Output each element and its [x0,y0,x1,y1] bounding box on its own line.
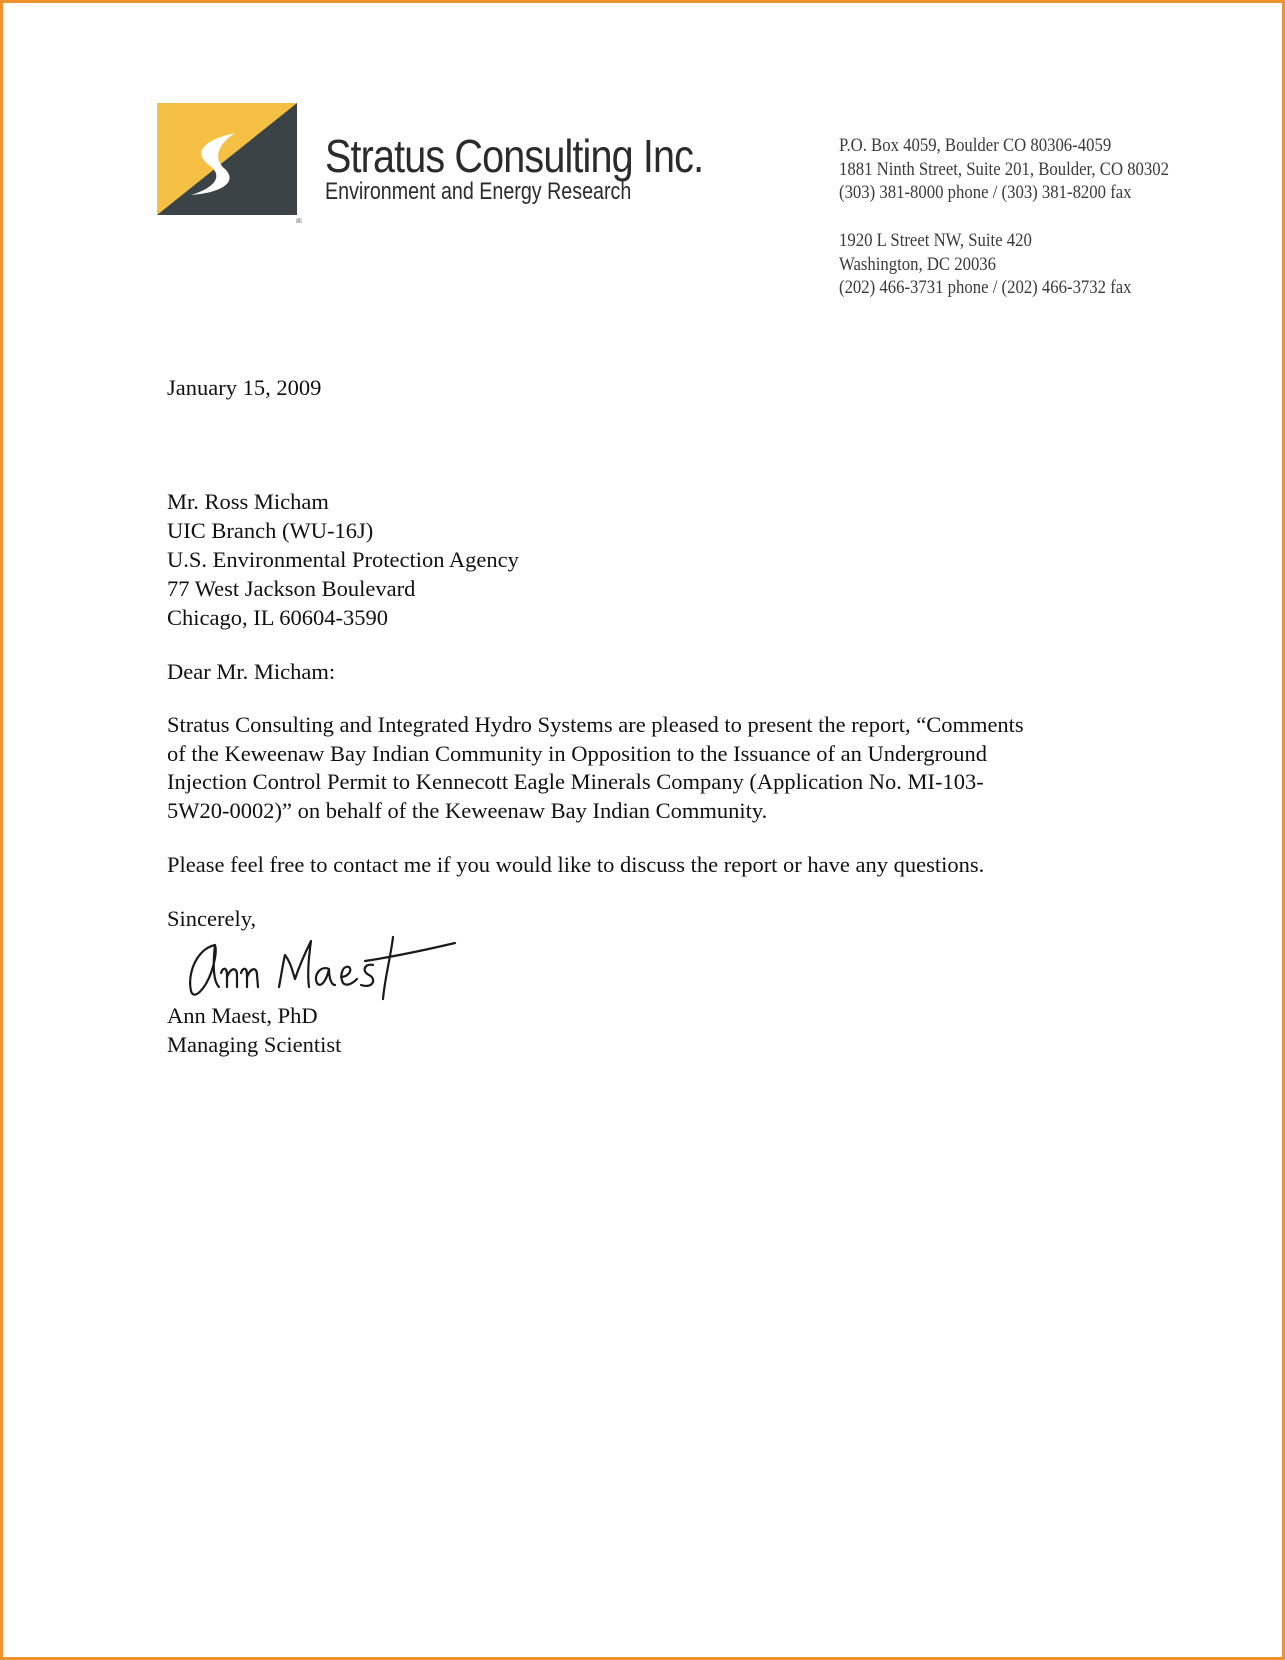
recipient-address [167,487,519,632]
body-line: of the Keweenaw Bay Indian Community in Opposition to the Issuance of an Underground [167,740,988,766]
recipient-line: 77 West Jackson Boulevard [167,576,416,601]
letter-date: January 15, 2009 [167,375,322,400]
body-paragraph [167,711,1157,825]
company-tagline: Environment and Energy Research [325,178,632,205]
phone-line: (303) 381-8000 phone / (303) 381-8200 fax [839,182,1132,203]
address-line: P.O. Box 4059, Boulder CO 80306-4059 [839,135,1112,156]
dc-address [839,229,1132,300]
recipient-name: Mr. Ross Micham [167,489,329,514]
company-block [325,131,765,205]
company-name: Stratus Consulting Inc. [325,130,704,182]
signer-block [167,1001,341,1059]
closing-paragraph: Please feel free to contact me if you would like to discuss the report or have any questions. [167,852,985,877]
recipient-line: UIC Branch (WU-16J) [167,518,374,543]
registered-mark: ® [296,217,302,223]
address-line: Washington, DC 20036 [839,253,997,275]
body-line: 5W20-0002)” on behalf of the Keweenaw Bay Indian Community. [167,797,768,823]
recipient-line: Chicago, IL 60604-3590 [167,605,389,630]
phone-line: (202) 466-3731 phone / (202) 466-3732 fax [839,277,1132,298]
address-line: 1920 L Street NW, Suite 420 [839,230,1032,251]
address-line: 1881 Ninth Street, Suite 201, Boulder, CO 80302 [839,158,1169,180]
body-line: Stratus Consulting and Integrated Hydro Systems are pleased to present the report, “Comments [167,712,1024,737]
signer-title: Managing Scientist [167,1032,342,1057]
stratus-logo-icon [157,103,307,223]
boulder-address [839,134,1169,205]
body-line: Injection Control Permit to Kennecott Eagle Minerals Company (Application No. MI-103- [167,769,984,794]
recipient-line: U.S. Environmental Protection Agency [167,547,519,572]
salutation: Dear Mr. Micham: [167,659,336,684]
signer-name: Ann Maest, PhD [167,1003,318,1028]
sign-off: Sincerely, [167,906,257,931]
handwritten-signature [185,933,461,1005]
